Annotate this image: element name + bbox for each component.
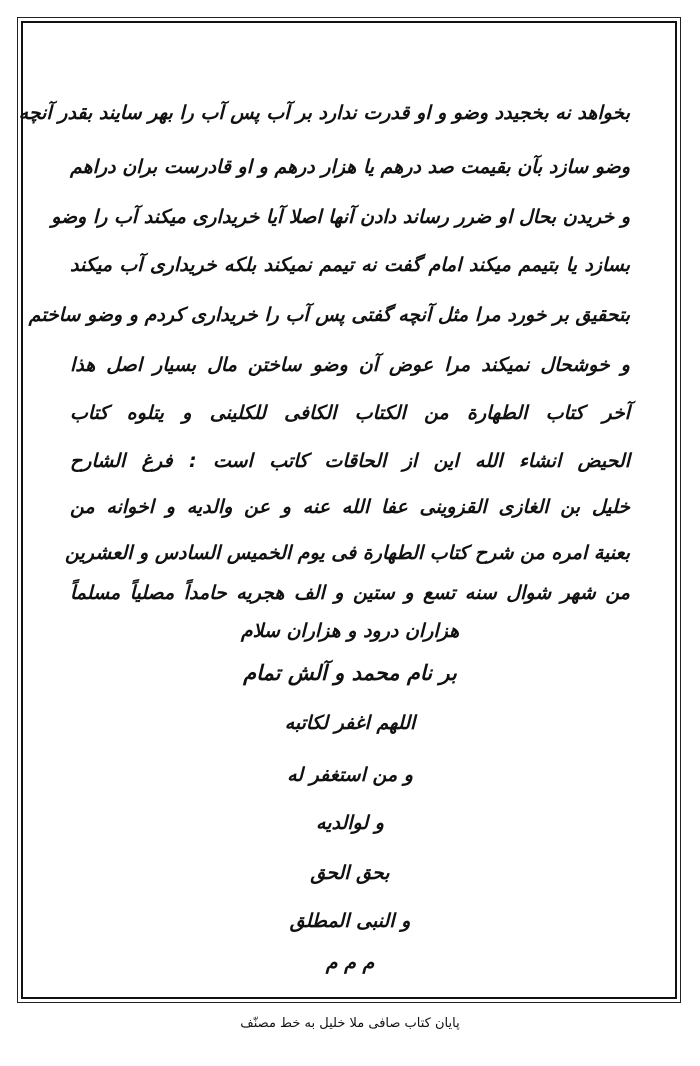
- manuscript-line-13: بر نام محمد و آلش تمام: [243, 661, 457, 685]
- manuscript-line-17: بحق الحق: [310, 862, 390, 884]
- manuscript-line-11: من شهر شوال سنه تسع و ستین و الف هجریه حامداً مصلیاً مسلماً: [70, 582, 630, 604]
- manuscript-line-9: خلیل بن الغازی القزوینی عفا الله عنه و عن والدیه و اخوانه من: [70, 496, 630, 518]
- manuscript-line-19: م م م: [325, 952, 375, 974]
- page-caption: پایان کتاب صافی ملا خلیل به خط مصنّف: [240, 1016, 460, 1031]
- manuscript-line-2: وضو سازد بآن بقیمت صد درهم یا هزار درهم و او قادرست بران دراهم: [70, 156, 630, 178]
- manuscript-line-12: هزاران درود و هزاران سلام: [240, 620, 460, 642]
- manuscript-line-7: آخر کتاب الطهارة من الکتاب الکافی للکلینی و یتلوه کتاب: [70, 402, 630, 424]
- manuscript-line-18: و النبی المطلق: [289, 910, 411, 932]
- manuscript-line-10: بعنیة امره من شرح کتاب الطهارة فی یوم الخمیس السادس و العشرین: [65, 542, 630, 564]
- manuscript-line-1: بخواهد نه بخجیدد وضو و او قدرت ندارد بر آب پس آب را بهر سایند بقدر آنچه: [18, 102, 630, 124]
- manuscript-line-8: الحیض انشاء الله این از الحاقات کاتب است : فرغ الشارح: [70, 450, 630, 472]
- manuscript-line-16: و لوالدیه: [316, 812, 384, 834]
- manuscript-line-3: و خریدن بحال او ضرر رساند دادن آنها اصلا آیا خریداری میکند آب را وضو: [51, 206, 630, 228]
- manuscript-text: [18, 68, 630, 974]
- manuscript-line-14: اللهم اغفر لکاتبه: [284, 712, 416, 734]
- manuscript-line-6: و خوشحال نمیکند مرا عوض آن وضو ساختن مال بسیار اصل هذا: [70, 354, 630, 376]
- manuscript-line-15: و من استغفر له: [287, 764, 413, 786]
- manuscript-line-4: بسازد یا بتیمم میکند امام گفت نه تیمم نمیکند بلکه خریداری آب میکند: [70, 254, 630, 276]
- manuscript-line-5: بتحقیق بر خورد مرا مثل آنچه گفتی پس آب را خریداری کردم و وضو ساختم: [28, 304, 630, 326]
